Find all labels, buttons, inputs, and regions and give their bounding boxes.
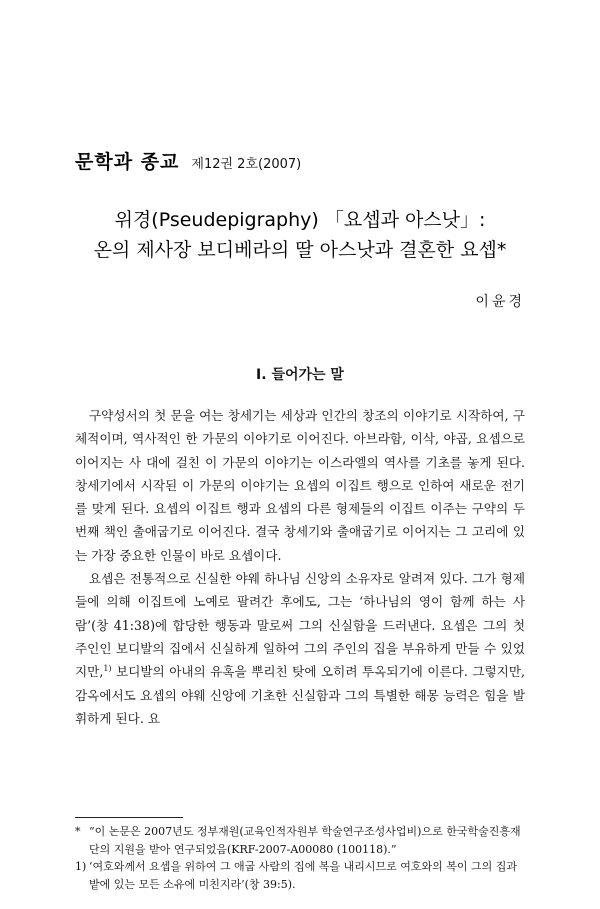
paragraph <box>75 567 525 730</box>
footnote-text: “이 논문은 2007년도 정부재원(교육인적자원부 학술연구조성사업비)으로 한국학술진흥재단의 지원을 받아 연구되었음(KRF-2007-A00080 (100118).” <box>89 825 521 856</box>
body-text <box>75 404 525 730</box>
journal-logo: 문학과 종교 <box>75 151 180 173</box>
footnote-mark: * <box>75 825 81 838</box>
journal-issue: 제12권 2호(2007) <box>191 157 302 172</box>
footnote-divider <box>75 817 183 818</box>
running-header <box>75 147 301 174</box>
article-title-line-2: 온의 제사장 보디베라의 딸 아스낫과 결혼한 요셉* <box>93 239 507 261</box>
paragraph-text: 요셉은 전통적으로 신실한 야웨 하나님 신앙의 소유자로 알려져 있다. 그가 형제들에 의해 이집트에 노예로 팔려간 후에도, 그는 ‘하나님의 영이 함께 하는 사람’(창 41:38)에 합당한 행동과 말로써 그의 신실함을 드러낸다. 요셉은 그의 첫 주인인 보디발의 집에서 신실하게 일하여 그의 주인의 집을 부유하게 만들 수 있었지만, <box>75 571 525 680</box>
paragraph: 구약성서의 첫 문을 여는 창세기는 세상과 인간의 창조의 이야기로 시작하여, 구체적이며, 역사적인 한 가문의 이야기로 이어진다. 아브라함, 이삭, 야곱, 요셉으로 이어지는 사 대에 걸친 이 가문의 이야기는 이스라엘의 역사를 기초를 놓게 된다. 창세기에서 시작된 이 가문의 이야기는 요셉의 이집트 행으로 인하여 새로운 전기를 맞게 된다. 요셉의 이집트 행과 요셉의 다른 형제들의 이집트 이주는 구약의 두 번째 책인 출애굽기로 이어진다. 결국 창세기와 출애굽기로 이어지는 그 고리에 있는 가장 중요한 인물이 바로 요셉이다. <box>75 408 525 563</box>
footnote <box>75 858 525 893</box>
paragraph-text: 보디발의 아내의 유혹을 뿌리친 탓에 오히려 투옥되기에 이른다. 그렇지만, 감옥에서도 요셉의 야웨 신앙에 기초한 신실함과 그의 특별한 해몽 능력은 힘을 발휘하게 된다. 요 <box>75 664 525 726</box>
section-heading: I. 들어가는 말 <box>256 367 344 383</box>
footnote <box>75 823 525 858</box>
footnotes <box>75 823 525 893</box>
footnote-reference[interactable]: 1) <box>103 664 112 674</box>
footnote-mark: 1) <box>75 860 87 873</box>
author-name: 이윤경 <box>475 294 525 310</box>
article-title-line-1: 위경(Pseudepigraphy) 「요셉과 아스낫」: <box>114 209 486 231</box>
footnote-text: ‘여호와께서 요셉을 위하여 그 애굽 사람의 집에 복을 내리시므로 여호와의 복이 그의 집과 밭에 있는 모든 소유에 미친지라’(창 39:5). <box>89 860 517 891</box>
